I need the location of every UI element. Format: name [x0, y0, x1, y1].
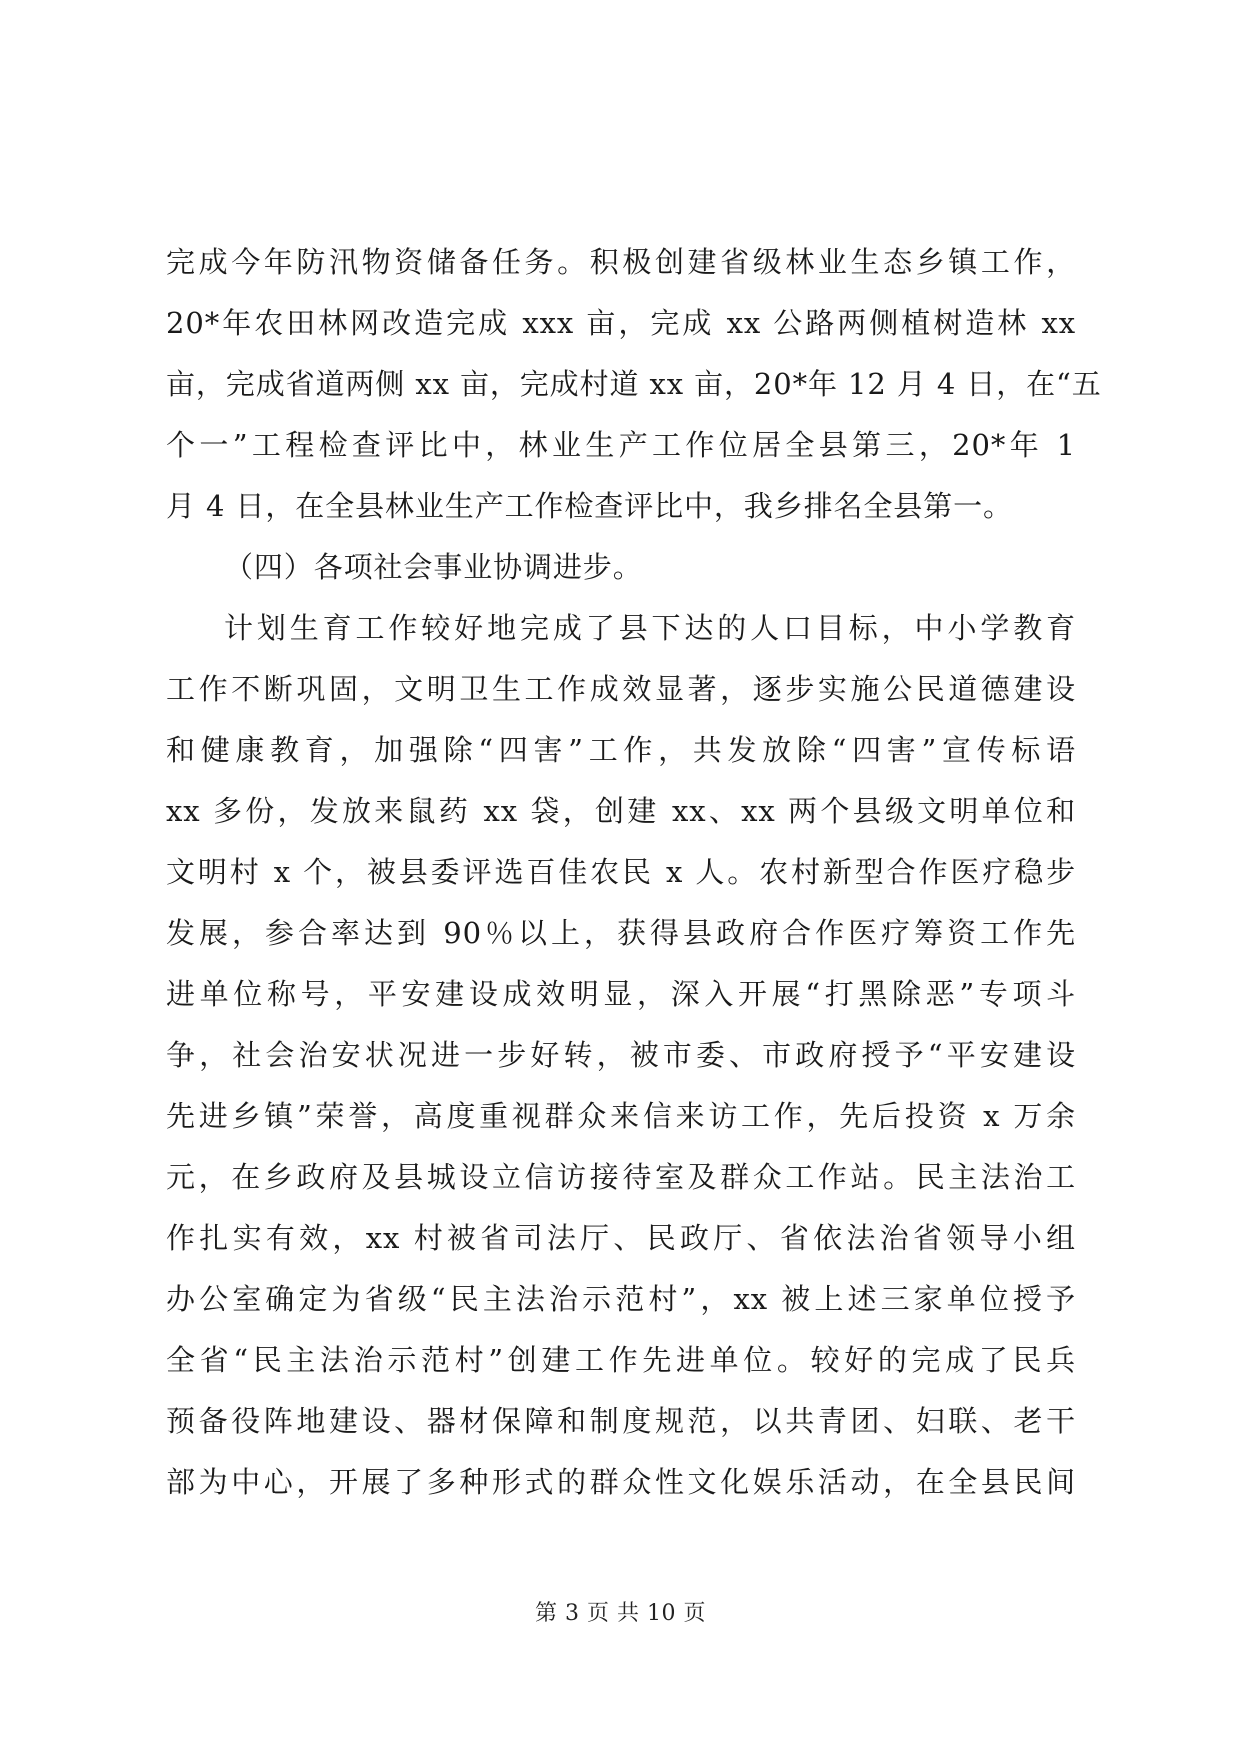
text-line: 个一”工程检查评比中，林业生产工作位居全县第三，20*年 1	[166, 428, 1076, 462]
text-line: 发展，参合率达到 90％以上，获得县政府合作医疗筹资工作先	[166, 916, 1076, 950]
text-line: 预备役阵地建设、器材保障和制度规范，以共青团、妇联、老干	[166, 1404, 1076, 1438]
page-number-label: 第 3 页 共 10 页	[535, 1601, 706, 1626]
section-heading: （四）各项社会事业协调进步。	[224, 550, 643, 584]
text-line: 计划生育工作较好地完成了县下达的人口目标，中小学教育	[224, 611, 1076, 645]
text-line: 工作不断巩固，文明卫生工作成效显著，逐步实施公民道德建设	[166, 672, 1076, 706]
text-line: 月 4 日，在全县林业生产工作检查评比中，我乡排名全县第一。	[166, 489, 1013, 523]
text-line: 进单位称号，平安建设成效明显，深入开展“打黑除恶”专项斗	[166, 977, 1076, 1011]
text-line: 先进乡镇”荣誉，高度重视群众来信来访工作，先后投资 x 万余	[166, 1099, 1076, 1133]
page-footer	[0, 1596, 1241, 1627]
text-line: 办公室确定为省级“民主法治示范村”，xx 被上述三家单位授予	[166, 1282, 1076, 1316]
body-text	[166, 232, 1102, 1513]
text-line: 完成今年防汛物资储备任务。积极创建省级林业生态乡镇工作，	[166, 245, 1076, 279]
text-line: 作扎实有效，xx 村被省司法厅、民政厅、省依法治省领导小组	[166, 1221, 1076, 1255]
text-line: 部为中心，开展了多种形式的群众性文化娱乐活动，在全县民间	[166, 1465, 1076, 1499]
text-line: 20*年农田林网改造完成 xxx 亩，完成 xx 公路两侧植树造林 xx	[166, 306, 1076, 340]
text-line: 亩，完成省道两侧 xx 亩，完成村道 xx 亩，20*年 12 月 4 日，在“五	[166, 367, 1102, 401]
text-line: 争，社会治安状况进一步好转，被市委、市政府授予“平安建设	[166, 1038, 1076, 1072]
text-line: 元，在乡政府及县城设立信访接待室及群众工作站。民主法治工	[166, 1160, 1076, 1194]
text-line: xx 多份，发放来鼠药 xx 袋，创建 xx、xx 两个县级文明单位和	[166, 794, 1076, 828]
text-line: 文明村 x 个，被县委评选百佳农民 x 人。农村新型合作医疗稳步	[166, 855, 1076, 889]
text-line: 全省“民主法治示范村”创建工作先进单位。较好的完成了民兵	[166, 1343, 1076, 1377]
text-line: 和健康教育，加强除“四害”工作，共发放除“四害”宣传标语	[166, 733, 1076, 767]
